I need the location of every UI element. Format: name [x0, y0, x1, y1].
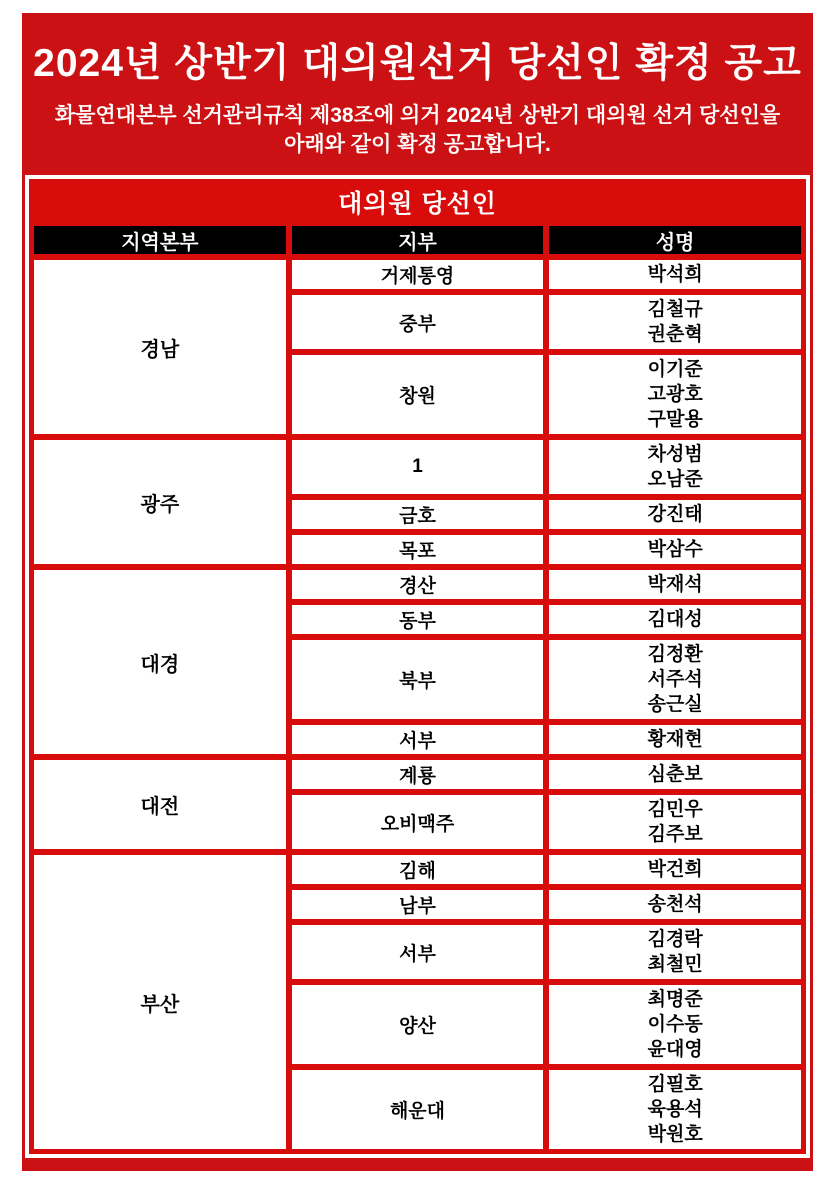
winner-name: 송근실	[647, 694, 703, 715]
branch-row	[292, 295, 801, 349]
region-cell: 대경	[34, 570, 286, 754]
winner-name: 이기준	[647, 359, 703, 380]
winner-name: 박석희	[647, 264, 703, 285]
branch-row	[292, 760, 801, 789]
names-cell	[549, 760, 801, 789]
region-group	[34, 260, 801, 434]
names-cell	[549, 855, 801, 884]
branch-row	[292, 855, 801, 884]
branch-cell: 해운대	[292, 1070, 544, 1149]
names-cell	[549, 1070, 801, 1149]
region-group	[34, 570, 801, 754]
names-cell	[549, 440, 801, 494]
branch-row	[292, 890, 801, 919]
column-header-branch: 지부	[292, 226, 544, 254]
names-cell	[549, 570, 801, 599]
branch-cell: 동부	[292, 605, 544, 634]
column-header-region: 지역본부	[34, 226, 286, 254]
winner-name: 최명준	[647, 989, 703, 1010]
announcement-sheet	[22, 13, 813, 1171]
branch-cell: 양산	[292, 985, 544, 1064]
winner-name: 육용석	[647, 1099, 703, 1120]
branch-cell: 오비맥주	[292, 795, 544, 849]
branch-row	[292, 355, 801, 434]
names-cell	[549, 725, 801, 754]
winner-name: 구말용	[647, 409, 703, 430]
names-cell	[549, 795, 801, 849]
branch-cell: 목포	[292, 535, 544, 564]
branch-row	[292, 725, 801, 754]
branch-row	[292, 605, 801, 634]
branch-cell: 1	[292, 440, 544, 494]
subtitle-line-2: 아래와 같이 확정 공고합니다.	[284, 133, 551, 156]
region-group	[34, 760, 801, 849]
branch-cell: 거제통영	[292, 260, 544, 289]
winner-name: 이수동	[647, 1014, 703, 1035]
region-cell: 광주	[34, 440, 286, 564]
branch-cell: 서부	[292, 925, 544, 979]
names-cell	[549, 890, 801, 919]
branch-cell: 중부	[292, 295, 544, 349]
winner-name: 김필호	[647, 1074, 703, 1095]
branch-cell: 금호	[292, 500, 544, 529]
names-cell	[549, 640, 801, 719]
winner-name: 강진태	[647, 504, 703, 525]
table-caption: 대의원 당선인	[338, 190, 497, 218]
winners-table	[25, 175, 810, 1158]
winner-name: 송천석	[647, 894, 703, 915]
winner-name: 김주보	[647, 824, 703, 845]
branch-cell: 북부	[292, 640, 544, 719]
region-branch-list	[292, 760, 801, 849]
branch-row	[292, 500, 801, 529]
names-cell	[549, 295, 801, 349]
branch-row	[292, 260, 801, 289]
branch-row	[292, 570, 801, 599]
winner-name: 윤대영	[647, 1039, 703, 1060]
winner-name: 심춘보	[647, 764, 703, 785]
region-group	[34, 855, 801, 1149]
winner-name: 박건희	[647, 859, 703, 880]
names-cell	[549, 355, 801, 434]
winner-name: 박삼수	[647, 539, 703, 560]
region-cell: 대전	[34, 760, 286, 849]
branch-row	[292, 795, 801, 849]
branch-row	[292, 640, 801, 719]
region-branch-list	[292, 570, 801, 754]
region-group	[34, 440, 801, 564]
page-title: 2024년 상반기 대의원선거 당선인 확정 공고	[33, 42, 802, 85]
region-branch-list	[292, 855, 801, 1149]
table-header-row	[34, 226, 801, 254]
region-branch-list	[292, 440, 801, 564]
region-cell: 부산	[34, 855, 286, 1149]
branch-cell: 계룡	[292, 760, 544, 789]
subtitle-line-1: 화물연대본부 선거관리규칙 제38조에 의거 2024년 상반기 대의원 선거 당선인을	[54, 104, 781, 127]
branch-row	[292, 985, 801, 1064]
winner-name: 김대성	[647, 609, 703, 630]
names-cell	[549, 260, 801, 289]
winner-name: 차성범	[647, 444, 703, 465]
winner-name: 황재현	[647, 729, 703, 750]
names-cell	[549, 985, 801, 1064]
names-cell	[549, 500, 801, 529]
winner-name: 김정환	[647, 644, 703, 665]
winner-name: 김철규	[647, 299, 703, 320]
page-subtitle	[22, 101, 813, 159]
names-cell	[549, 605, 801, 634]
branch-cell: 김해	[292, 855, 544, 884]
region-branch-list	[292, 260, 801, 434]
winner-name: 오남준	[647, 469, 703, 490]
names-cell	[549, 925, 801, 979]
branch-cell: 경산	[292, 570, 544, 599]
winner-name: 박원호	[647, 1124, 703, 1145]
branch-cell: 서부	[292, 725, 544, 754]
region-cell: 경남	[34, 260, 286, 434]
winner-name: 권춘혁	[647, 324, 703, 345]
winner-name: 김경락	[647, 929, 703, 950]
branch-cell: 창원	[292, 355, 544, 434]
branch-cell: 남부	[292, 890, 544, 919]
winner-name: 박재석	[647, 574, 703, 595]
winner-name: 최철민	[647, 954, 703, 975]
branch-row	[292, 535, 801, 564]
winner-name: 고광호	[647, 384, 703, 405]
branch-row	[292, 440, 801, 494]
branch-row	[292, 925, 801, 979]
names-cell	[549, 535, 801, 564]
winner-name: 김민우	[647, 799, 703, 820]
branch-row	[292, 1070, 801, 1149]
column-header-name: 성명	[549, 226, 801, 254]
winner-name: 서주석	[647, 669, 703, 690]
